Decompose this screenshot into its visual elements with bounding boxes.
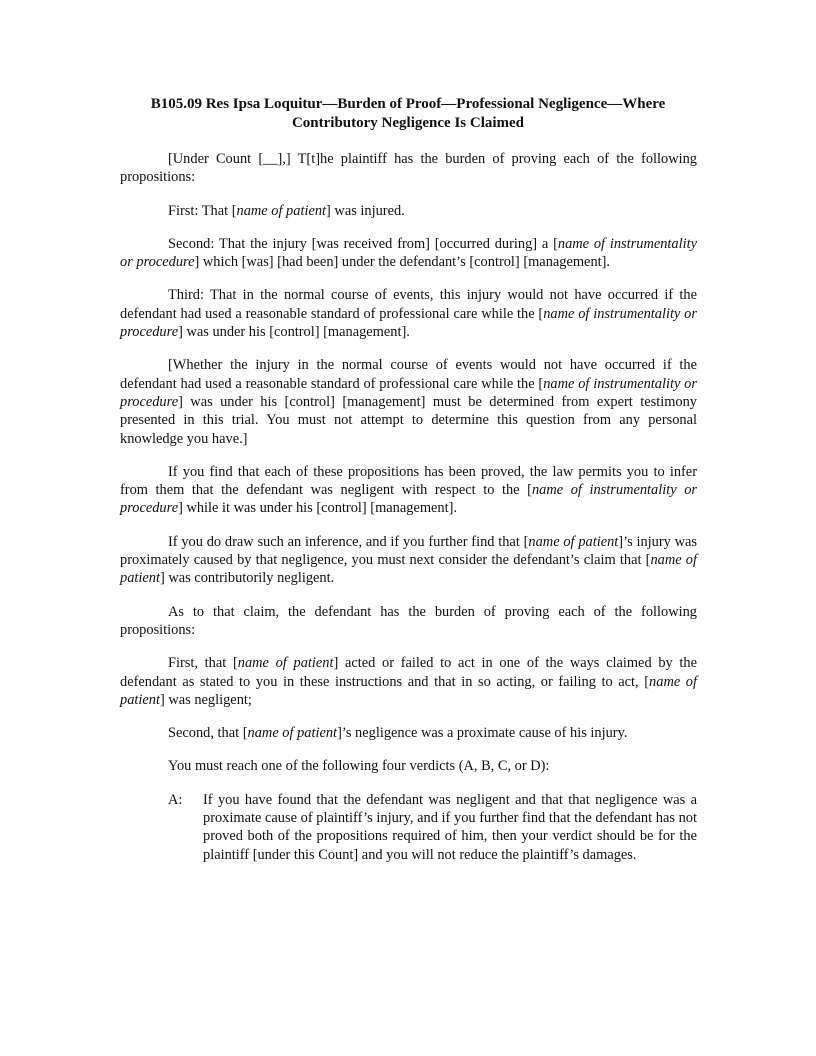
verdicts-intro: You must reach one of the following four verdicts (A, B, C, or D): <box>168 758 550 775</box>
contributory-claim-paragraph: If you do draw such an inference, and if you further find that [name of patient]’s injury was proximately caused by that negligence, you must next consider the defendant’s claim that [name of patient] was contributorily negligent. <box>120 533 697 587</box>
defense-proposition-second: Second, that [name of patient]’s negligence was a proximate cause of his injury. <box>168 725 628 742</box>
defendant-burden-paragraph: As to that claim, the defendant has the burden of proving each of the following propositions: <box>120 603 697 638</box>
page-title <box>120 95 696 133</box>
proposition-third: Third: That in the normal course of events, this injury would not have occurred if the defendant had used a reasonable standard of professional care while the [name of instrumentality or procedure] was under his [control] [management]. <box>120 287 697 341</box>
instruction-body <box>120 150 697 864</box>
verdict-a-text: If you have found that the defendant was negligent and that that negligence was a proximate cause of plaintiff’s injury, and if you further find that the defendant has not proved both of the propositions required of him, then your verdict should be for the plaintiff [under this Count] and you will not reduce the plaintiff’s damages. <box>203 791 697 863</box>
proposition-first: First: That [name of patient] was injured. <box>168 202 405 219</box>
expert-testimony-paragraph: [Whether the injury in the normal course of events would not have occurred if the defendant had used a reasonable standard of professional care while the [name of instrumentality or procedure] was under his [control] [management] must be determined from expert testimony presented in this trial. You must not attempt to determine this question from any personal knowledge you have.] <box>120 357 697 447</box>
verdict-a-label: A: <box>168 791 183 808</box>
intro-paragraph: [Under Count [__],] T[t]he plaintiff has the burden of proving each of the following propositions: <box>120 151 697 186</box>
defense-proposition-first: First, that [name of patient] acted or failed to act in one of the ways claimed by the defendant as stated to you in these instructions and that in so acting, or failing to act, [name of patient] was negligent; <box>120 655 698 708</box>
title-line-1: B105.09 Res Ipsa Loquitur—Burden of Proof—Professional Negligence—Where <box>150 96 666 112</box>
proposition-second: Second: That the injury [was received from] [occurred during] a [name of instrumentality or procedure] which [was] [had been] under the defendant’s [control] [management]. <box>120 235 697 271</box>
inference-paragraph: If you find that each of these propositions has been proved, the law permits you to infer from them that the defendant was negligent with respect to the [name of instrumentality or procedure] while it was under his [control] [management]. <box>120 463 697 517</box>
title-line-2: Contributory Negligence Is Claimed <box>291 115 525 131</box>
verdict-a <box>120 791 697 864</box>
